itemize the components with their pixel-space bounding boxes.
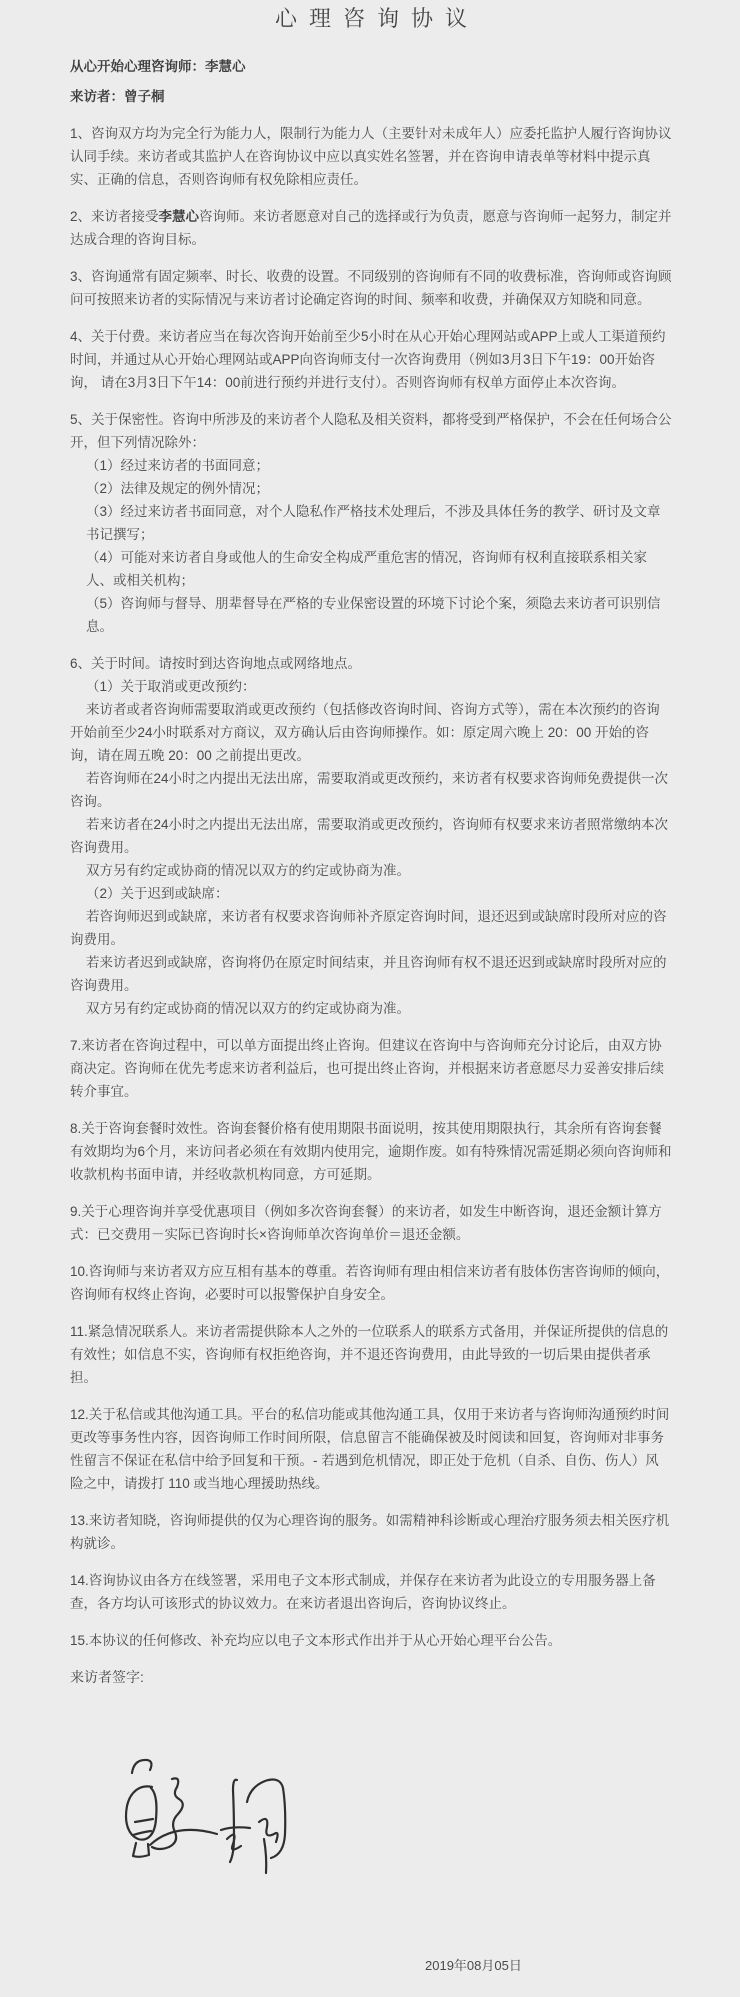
- paragraph-text: 10.咨询师与来访者双方应互相有基本的尊重。若咨询师有理由相信来访者有肢体伤害咨询师的倾向，咨询师有权终止咨询，必要时可以报警保护自身安全。: [70, 1264, 670, 1302]
- paragraph-1: [70, 122, 672, 191]
- paragraph-text: 双方另有约定或协商的情况以双方的约定或协商为准。: [86, 863, 410, 878]
- client-line: 来访者：曾子桐: [70, 89, 165, 104]
- paragraph-4: [70, 325, 672, 394]
- paragraph-text: 1、咨询双方均为完全行为能力人，限制行为能力人（主要针对未成年人）应委托监护人履行咨询协议认同手续。来访者或其监护人在咨询协议中应以真实姓名签署，并在咨询申请表单等材料中提示真实、正确的信息，否则咨询师有权免除相应责任。: [70, 126, 672, 187]
- paragraph-text: 4、关于付费。来访者应当在每次咨询开始前至少5小时在从心开始心理网站或APP上或人工渠道预约时间，并通过从心开始心理网站或APP向咨询师支付一次咨询费用（例如3月3日下午19：00开始咨询， 请在3月3日下午14：00前进行预约并进行支付）。否则咨询师有权单方面停止本次咨询。: [70, 329, 666, 390]
- paragraph-2: [70, 205, 672, 251]
- paragraph-3: [70, 265, 672, 311]
- paragraph-5: [70, 408, 672, 454]
- page-title: 心理咨询协议: [274, 6, 479, 31]
- paragraph-27: [70, 1509, 672, 1555]
- paragraph-text: 咨询师。来访者愿意对自己的选择或行为负责，愿意与咨询师一起努力，制定并达成合理的咨询目标。: [70, 209, 672, 247]
- paragraph-20: [70, 997, 672, 1020]
- paragraph-13: [70, 698, 672, 767]
- paragraph-text: 11.紧急情况联系人。来访者需提供除本人之外的一位联系人的联系方式备用，并保证所提供的信息的有效性；如信息不实，咨询师有权拒绝咨询，并不退还咨询费用，由此导致的一切后果由提供者承担。: [70, 1324, 669, 1385]
- paragraph-12: [86, 675, 672, 698]
- paragraph-text: （5）咨询师与督导、朋辈督导在严格的专业保密设置的环境下讨论个案，须隐去来访者可识别信息。: [86, 596, 661, 634]
- paragraph-10: [86, 592, 672, 638]
- paragraph-text: （1）关于取消或更改预约：: [86, 679, 256, 694]
- client-signature: [75, 1742, 295, 1882]
- paragraph-text: 7.来访者在咨询过程中，可以单方面提出终止咨询。但建议在咨询中与咨询师充分讨论后，由双方协商决定。咨询师在优先考虑来访者利益后，也可提出终止咨询，并根据来访者意愿尽力妥善安排后续转介事宜。: [70, 1038, 664, 1099]
- paragraph-7: [86, 477, 672, 500]
- signature-strokes: [75, 1742, 295, 1882]
- paragraph-6: [86, 454, 672, 477]
- paragraph-15: [70, 813, 672, 859]
- paragraph-24: [70, 1260, 672, 1306]
- paragraph-29: [70, 1629, 672, 1652]
- paragraph-text: 双方另有约定或协商的情况以双方的约定或协商为准。: [86, 1001, 410, 1016]
- paragraph-8: [86, 500, 672, 546]
- paragraph-text: 15.本协议的任何修改、补充均应以电子文本形式作出并于从心开始心理平台公告。: [70, 1633, 562, 1648]
- paragraph-22: [70, 1117, 672, 1186]
- paragraph-text: 若来访者在24小时之内提出无法出席，需要取消或更改预约，咨询师有权要求来访者照常缴纳本次咨询费用。: [70, 817, 669, 855]
- paragraph-text: 来访者或者咨询师需要取消或更改预约（包括修改咨询时间、咨询方式等），需在本次预约的咨询开始前至少24小时联系对方商议，双方确认后由咨询师操作。如：原定周六晚上 20：00 开始的咨询，请在周五晚 20：00 之前提出更改。: [70, 702, 660, 763]
- paragraph-text: （4）可能对来访者自身或他人的生命安全构成严重危害的情况，咨询师有权利直接联系相关家人、或相关机构；: [86, 550, 648, 588]
- paragraph-text: 6、关于时间。请按时到达咨询地点或网络地点。: [70, 656, 362, 671]
- paragraph-25: [70, 1320, 672, 1389]
- paragraph-text: 14.咨询协议由各方在线签署，采用电子文本形式制成，并保存在来访者为此设立的专用服务器上备查，各方均认可该形式的协议效力。在来访者退出咨询后，咨询协议终止。: [70, 1573, 656, 1611]
- paragraph-17: [86, 882, 672, 905]
- paragraph-text: （2）关于迟到或缺席：: [86, 886, 229, 901]
- paragraph-text: 8.关于咨询套餐时效性。咨询套餐价格有使用期限书面说明，按其使用期限执行，其余所有咨询套餐有效期均为6个月，来访问者必须在有效期内使用完，逾期作废。如有特殊情况需延期必须向咨询师和收款机构书面申请，并经收款机构同意，方可延期。: [70, 1121, 672, 1182]
- paragraph-9: [86, 546, 672, 592]
- paragraph-text: 9.关于心理咨询并享受优惠项目（例如多次咨询套餐）的来访者，如发生中断咨询，退还金额计算方式：已交费用－实际已咨询时长×咨询师单次咨询单价＝退还金额。: [70, 1204, 662, 1242]
- paragraph-26: [70, 1403, 672, 1495]
- paragraph-text: 12.关于私信或其他沟通工具。平台的私信功能或其他沟通工具，仅用于来访者与咨询师沟通预约时间更改等事务性内容，因咨询师工作时间所限，信息留言不能确保被及时阅读和回复，咨询师对非事务性留言不保证在私信中给予回复和干预。- 若遇到危机情况，即正处于危机（自杀、自伤、伤人）风险之中，请拨打 110 或当地心理援助热线。: [70, 1407, 670, 1491]
- paragraph-text: （3）经过来访者书面同意，对个人隐私作严格技术处理后，不涉及具体任务的教学、研讨及文章书记撰写；: [86, 504, 661, 542]
- signature-label: 来访者签字:: [70, 1669, 144, 1685]
- signature-date: 2019年08月05日: [425, 1958, 522, 1973]
- paragraph-18: [70, 905, 672, 951]
- counselor-line: 从心开始心理咨询师：李慧心: [70, 59, 246, 74]
- paragraph-28: [70, 1569, 672, 1615]
- paragraph-text: 3、咨询通常有固定频率、时长、收费的设置。不同级别的咨询师有不同的收费标准，咨询师或咨询顾问可按照来访者的实际情况与来访者讨论确定咨询的时间、频率和收费，并确保双方知晓和同意。: [70, 269, 672, 307]
- paragraph-14: [70, 767, 672, 813]
- paragraph-text: 若来访者迟到或缺席，咨询将仍在原定时间结束，并且咨询师有权不退还迟到或缺席时段所对应的咨询费用。: [70, 955, 667, 993]
- paragraph-text: 2、来访者接受: [70, 209, 159, 224]
- paragraph-text: 若咨询师在24小时之内提出无法出席，需要取消或更改预约，来访者有权要求咨询师免费提供一次咨询。: [70, 771, 669, 809]
- paragraph-19: [70, 951, 672, 997]
- paragraph-text: （2）法律及规定的例外情况；: [86, 481, 270, 496]
- paragraph-23: [70, 1200, 672, 1246]
- agreement-body: [70, 122, 672, 1652]
- paragraph-21: [70, 1034, 672, 1103]
- paragraph-16: [70, 859, 672, 882]
- paragraph-text: 若咨询师迟到或缺席，来访者有权要求咨询师补齐原定咨询时间，退还迟到或缺席时段所对应的咨询费用。: [70, 909, 667, 947]
- counselor-name-emphasis: 李慧心: [158, 209, 200, 224]
- paragraph-11: [70, 652, 672, 675]
- paragraph-text: （1）经过来访者的书面同意；: [86, 458, 270, 473]
- paragraph-text: 5、关于保密性。咨询中所涉及的来访者个人隐私及相关资料，都将受到严格保护，不会在任何场合公开，但下列情况除外：: [70, 412, 672, 450]
- paragraph-text: 13.来访者知晓，咨询师提供的仅为心理咨询的服务。如需精神科诊断或心理治疗服务须去相关医疗机构就诊。: [70, 1513, 670, 1551]
